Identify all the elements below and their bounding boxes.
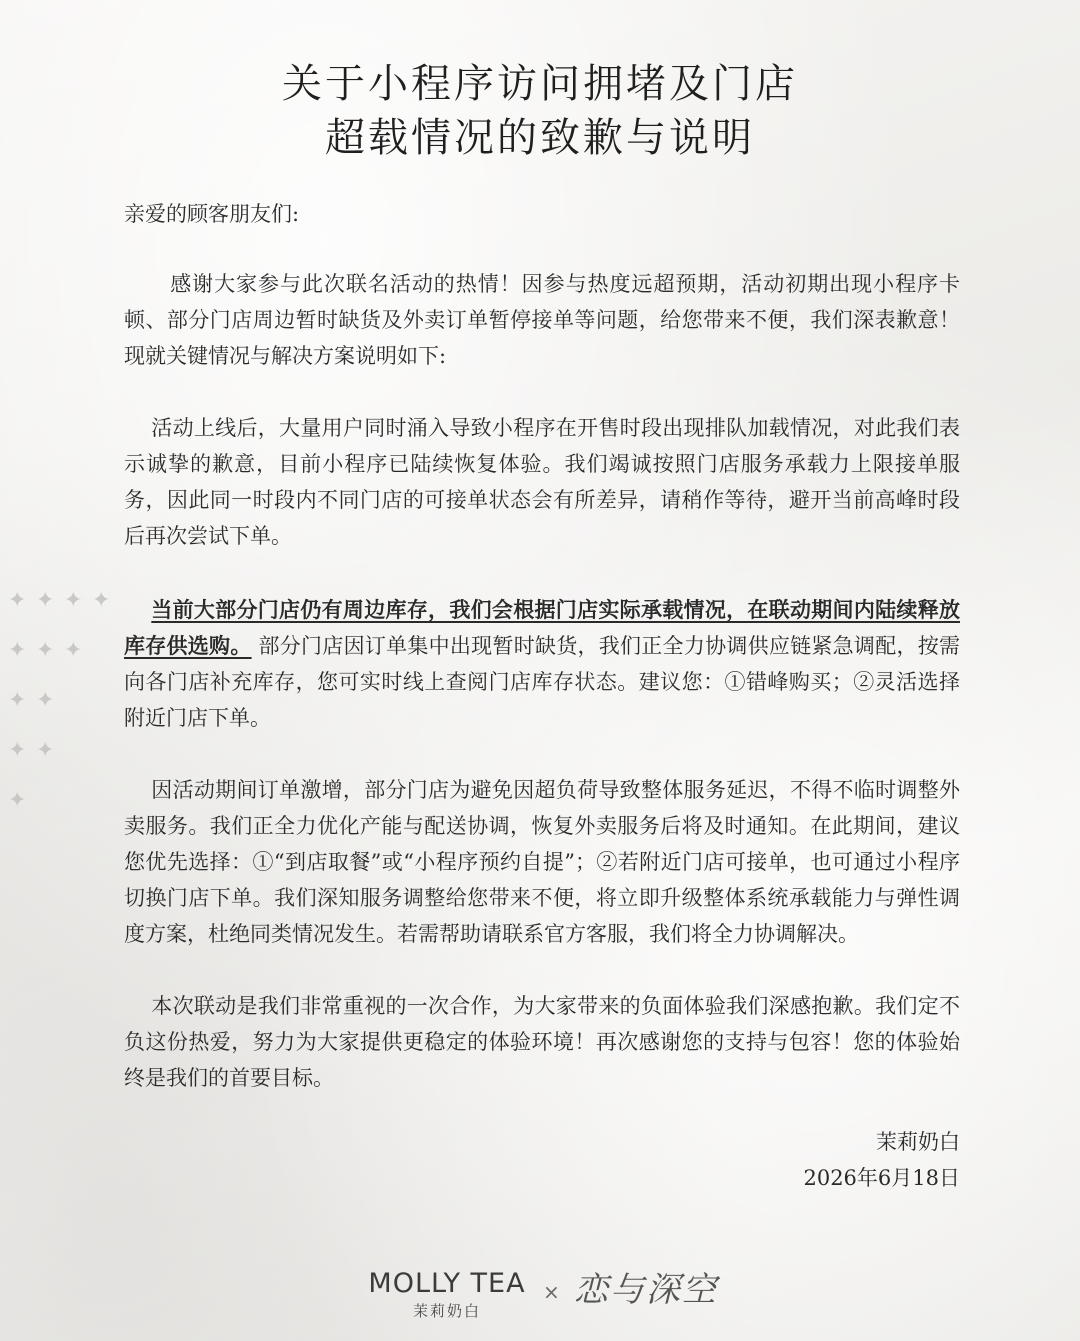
paragraph-miniprogram: 活动上线后，大量用户同时涌入导致小程序在开售时段出现排队加载情况，对此我们表示诚挚的歉意，目前小程序已陆续恢复体验。我们竭诚按照门店服务承载力上限接单服务，因此同一时段内不同门店的可接单状态会有所差异，请稍作等待，避开当前高峰时段后再次尝试下单。 bbox=[124, 416, 960, 548]
sparkle-icon: ✦ bbox=[8, 638, 27, 663]
inventory-highlight: 当前大部分门店仍有周边库存，我们会根据门店实际承载情况，在联动期间内陆续释放库存供选购。 bbox=[124, 597, 960, 658]
paragraph-closing: 本次联动是我们非常重视的一次合作，为大家带来的负面体验我们深感抱歉。我们定不负这份热爱，努力为大家提供更稳定的体验环境！再次感谢您的支持与包容！您的体验始终是我们的首要目标。 bbox=[124, 994, 960, 1090]
title-line-1: 关于小程序访问拥堵及门店 bbox=[282, 61, 798, 107]
paragraph-delivery: 因活动期间订单激增，部分门店为避免因超负荷导致整体服务延迟，不得不临时调整外卖服务。我们正全力优化产能与配送协调，恢复外卖服务后将及时通知。在此期间，建议您优先选择：①“到店取餐”或“小程序预约自提”；②若附近门店可接单，也可通过小程序切换门店下单。我们深知服务调整给您带来不便，将立即升级整体系统承载能力与弹性调度方案，杜绝同类情况发生。若需帮助请联系官方客服，我们将全力协调解决。 bbox=[124, 778, 960, 946]
sparkle-icon: ✦ bbox=[64, 588, 83, 613]
collab-separator: × bbox=[543, 1280, 560, 1304]
sparkle-icon: ✦ bbox=[8, 788, 27, 813]
greeting: 亲爱的顾客朋友们: bbox=[124, 202, 300, 226]
partner-logo: 恋与深空 bbox=[574, 1270, 718, 1310]
brand-name-en: MOLLY TEA bbox=[368, 1268, 526, 1299]
letter-date: 2026年6月18日 bbox=[803, 1166, 960, 1190]
molly-tea-logo bbox=[362, 1268, 532, 1322]
sparkle-icon: ✦ bbox=[36, 588, 55, 613]
paragraph-intro: 感谢大家参与此次联名活动的热情！因参与热度远超预期，活动初期出现小程序卡顿、部分门店周边暂时缺货及外卖订单暂停接单等问题，给您带来不便，我们深表歉意！现就关键情况与解决方案说明如下: bbox=[124, 272, 960, 368]
sparkle-icon: ✦ bbox=[36, 638, 55, 663]
sparkle-icon: ✦ bbox=[64, 638, 83, 663]
sparkle-icon: ✦ bbox=[36, 688, 55, 713]
sparkle-icon: ✦ bbox=[8, 688, 27, 713]
footer-logos bbox=[0, 1262, 1080, 1332]
title-line-2: 超载情况的致歉与说明 bbox=[325, 115, 755, 161]
inventory-detail: 部分门店因订单集中出现暂时缺货，我们正全力协调供应链紧急调配，按需向各门店补充库存，您可实时线上查阅门店库存状态。建议您：①错峰购买；②灵活选择附近门店下单。 bbox=[124, 634, 960, 730]
sparkle-icon: ✦ bbox=[92, 588, 111, 613]
brand-name-cn: 茉莉奶白 bbox=[412, 1302, 481, 1320]
paragraph-inventory bbox=[124, 592, 960, 736]
signature: 茉莉奶白 bbox=[876, 1130, 960, 1154]
sparkle-decoration bbox=[0, 560, 120, 840]
sparkle-icon: ✦ bbox=[8, 738, 27, 763]
sparkle-icon: ✦ bbox=[36, 738, 55, 763]
sparkle-icon: ✦ bbox=[8, 588, 27, 613]
